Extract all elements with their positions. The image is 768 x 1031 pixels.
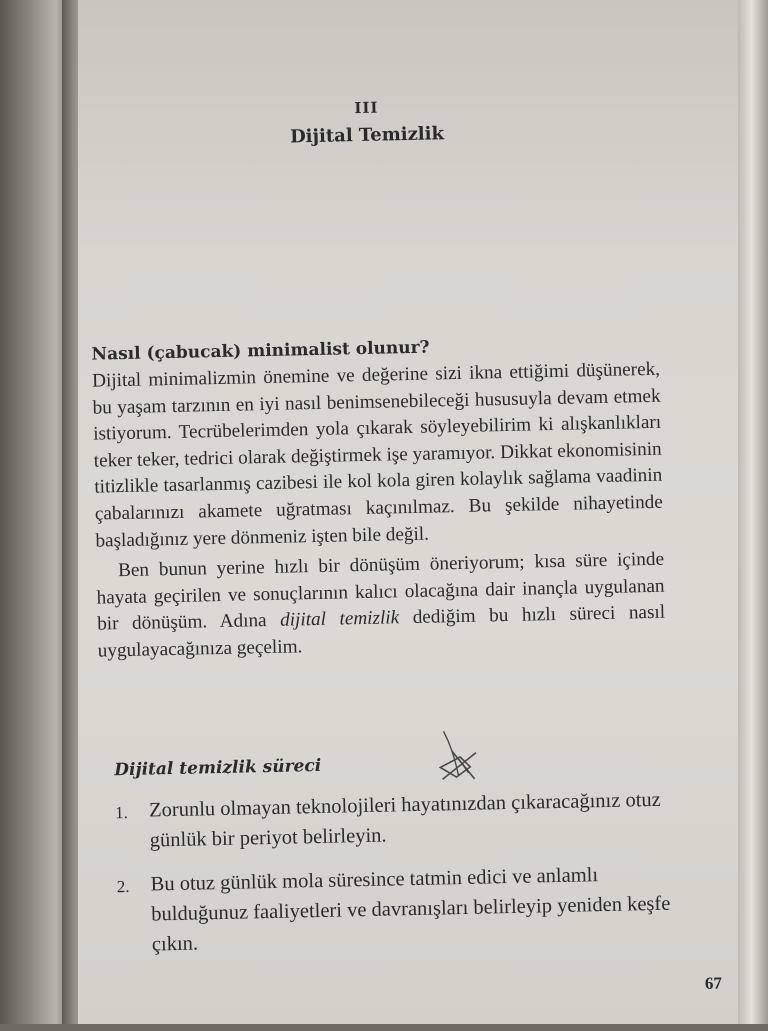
list-item [115,784,686,856]
paragraph-2 [96,547,666,665]
process-heading: Dijital temizlik süreci [114,755,322,781]
previous-page-edge [0,0,70,1024]
list-item [116,858,688,960]
page-number: 67 [704,973,723,993]
chapter-title: Dijital Temizlik [289,123,445,148]
list-item-number: 2. [116,876,130,897]
paragraph-1: Dijital minimalizmin önemine ve değerine sizi ikna ettiğimi düşünerek, bu yaşam tarzının en iyi nasıl benimsenebileceği hususuyla devam etmek istiyorum. Tecrübelerimden yola çıkarak söyleyebilirim ki alışkanlıkları teker teker, tedrici olarak değiştirmek işe yaramıyor. Dikkat ekonomisinin titizlikle tasarlanmış cazibesi ile kol kola giren kolaylık sağlama vaadinin çabalarınızı akamete uğratması kaçınılmaz. Bu şekilde nihayetinde başladığınız yere dönmeniz işten bile değil. [91,358,663,552]
list-item-text: Zorunlu olmayan teknolojileri hayatınızdan çıkaracağınız otuz günlük bir periyot belirleyin. [148,788,661,852]
handwritten-star-mark-icon [429,726,490,787]
paragraph-2-start: Ben bunun yerine hızlı bir dönüşüm öneriyorum; kısa süre içinde hayata geçirilen ve sonuçlarının kalıcı olacağına dair inançla uygulanan bir dönüşüm. Adına [96,548,665,635]
page-stack-edge [738,0,768,1024]
list-item-text: Bu otuz günlük mola süresince tatmin edici ve anlamlı bulduğunuz faaliyetleri ve davranışları belirleyip yeniden keşfe çıkın. [150,864,671,956]
paragraph-2-emphasis: dijital temizlik [279,607,400,632]
list-item-number: 1. [114,802,129,823]
page-content [84,0,735,1030]
body-text [92,357,666,665]
process-steps-list [115,784,689,974]
section-heading: Nasıl (çabucak) minimalist olunur? [91,337,430,365]
paragraph-2-end: dediğim bu hızlı süreci nasıl uygulayacağınıza geçelim. [97,602,666,662]
chapter-number: III [354,98,379,118]
